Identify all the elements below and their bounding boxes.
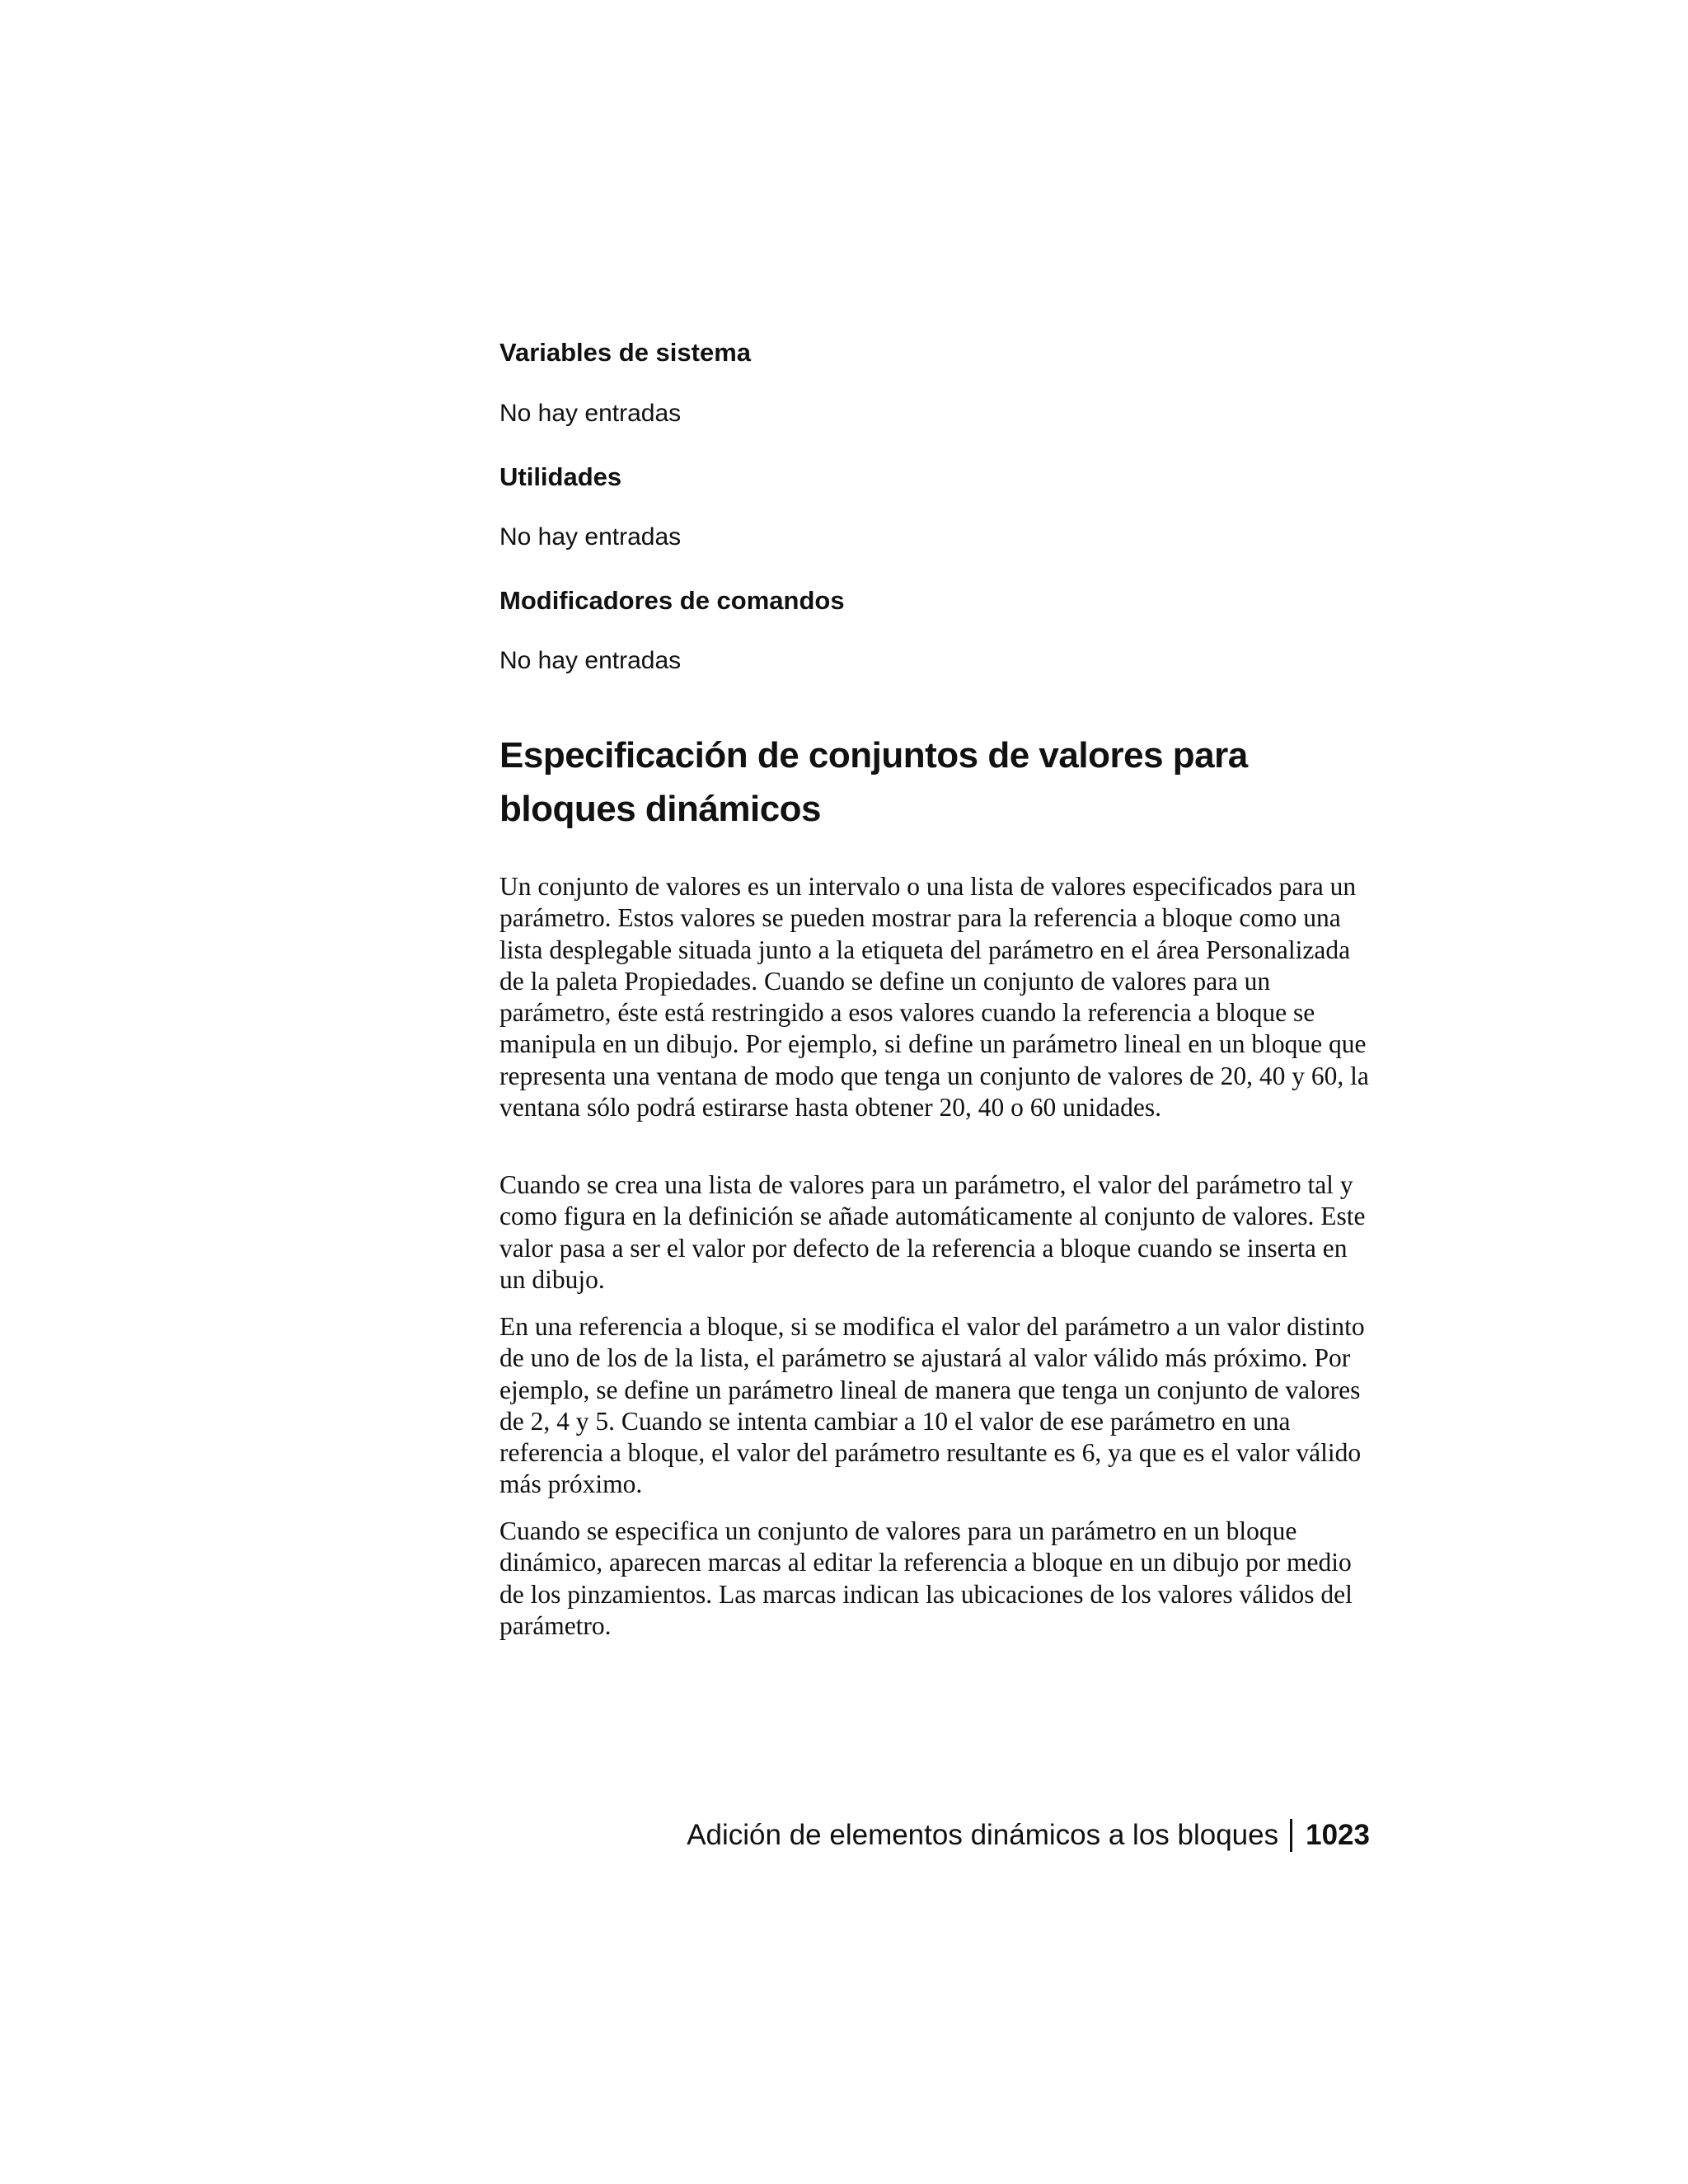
body-paragraph-3: En una referencia a bloque, si se modifica el valor del parámetro a un valor distinto de uno de los de la lista, el parámetro se ajustará al valor válido más próximo. Por ejemplo, se define un parámetro lineal de manera que tenga un conjunto de valores de 2, 4 y 5. Cuando se intenta cambiar a 10 el valor de ese parámetro en una referencia a bloque, el valor del parámetro resultante es 6, ya que es el valor válido más próximo.: [499, 1312, 1365, 1499]
body-paragraph-1: Un conjunto de valores es un intervalo o una lista de valores especificados para un parámetro. Estos valores se pueden mostrar para la referencia a bloque como una lista desplegable situada junto a la etiqueta del parámetro en el área Personalizada de la paleta Propiedades. Cuando se define un conjunto de valores para un parámetro, éste está restringido a esos valores cuando la referencia a bloque se manipula en un dibujo. Por ejemplo, si define un parámetro lineal en un bloque que representa una ventana de modo que tenga un conjunto de valores de 20, 40 y 60, la ventana sólo podrá estirarse hasta obtener 20, 40 o 60 unidades.: [499, 872, 1369, 1122]
heading-variables-de-sistema: Variables de sistema: [499, 338, 752, 367]
section-title: Especificación de conjuntos de valores para bloques dinámicos: [499, 735, 1248, 829]
footer-chapter-title: Adición de elementos dinámicos a los bloques: [687, 1819, 1279, 1851]
entries-text-variables: No hay entradas: [499, 400, 682, 427]
page-number: 1023: [1306, 1819, 1370, 1851]
body-paragraph-4: Cuando se especifica un conjunto de valores para un parámetro en un bloque dinámico, aparecen marcas al editar la referencia a bloque en un dibujo por medio de los pinzamientos. Las marcas indican las ubicaciones de los valores válidos del parámetro.: [499, 1516, 1353, 1640]
heading-utilidades: Utilidades: [499, 462, 622, 491]
footer-separator: [1290, 1819, 1292, 1852]
page-footer: [687, 1817, 1370, 1854]
entries-text-utilidades: No hay entradas: [499, 523, 682, 551]
heading-modificadores-de-comandos: Modificadores de comandos: [499, 586, 845, 615]
entries-text-modificadores: No hay entradas: [499, 647, 682, 674]
body-paragraph-2: Cuando se crea una lista de valores para un parámetro, el valor del parámetro tal y como figura en la definición se añade automáticamente al conjunto de valores. Este valor pasa a ser el valor por defecto de la referencia a bloque cuando se inserta en un dibujo.: [499, 1170, 1366, 1294]
